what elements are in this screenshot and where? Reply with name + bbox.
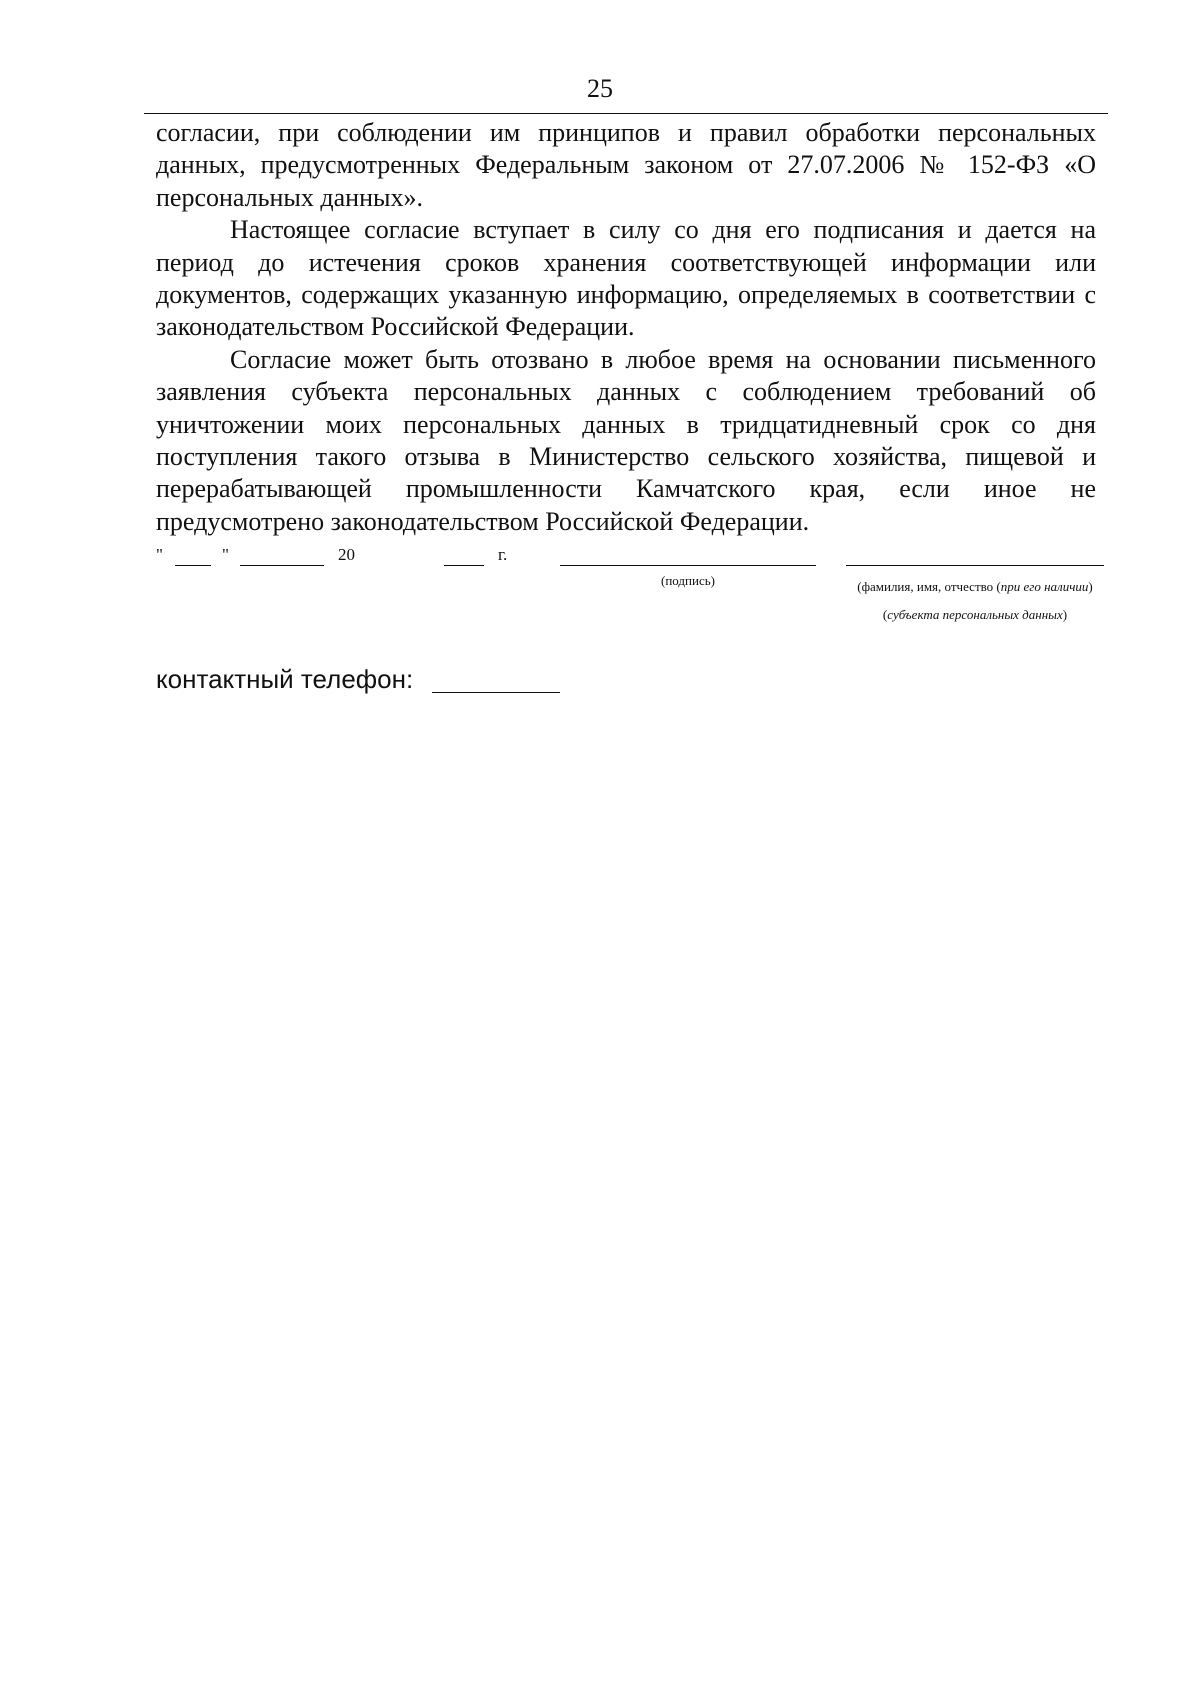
year-blank[interactable] [444,565,484,566]
paragraph-continuation: согласии, при соблюдении им принципов и правил обработки персональных данных, предусмотренных Федеральным законом от 27.07.2006 № 152-ФЗ «О персональных данных». [156,118,1096,212]
document-body [156,117,1096,538]
signature-caption: (подпись) [661,573,715,588]
signature-block [0,545,1200,661]
date-quote-open: " [156,545,163,564]
header-rule [144,113,1108,114]
contact-phone-label: контактный телефон: [156,664,414,694]
paragraph-validity: Настоящее согласие вступает в силу со дня его подписания и дается на период до истечения сроков хранения соответствующей информации или документов, содержащих указанную информацию, определяемых в соответствии с законодательством Российской Федерации. [156,215,1096,342]
date-quote-close: " [222,545,229,564]
contact-phone-blank[interactable] [432,692,560,693]
full-name-caption: (фамилия, имя, отчество (при его наличии) (субъекта персональных данных) [857,579,1093,622]
day-blank[interactable] [175,565,211,566]
signature-line[interactable] [560,565,816,566]
page-number: 25 [587,74,613,103]
month-blank[interactable] [240,565,324,566]
year-suffix: г. [498,545,508,564]
paragraph-revocation: Согласие может быть отозвано в любое время на основании письменного заявления субъекта персональных данных с соблюдением требований об уничтожении моих персональных данных в тридцатидневный срок со дня поступления такого отзыва в Министерство сельского хозяйства, пищевой и перерабатывающей промышленности Камчатского края, если иное не предусмотрено законодательством Российской Федерации. [156,344,1096,536]
full-name-line[interactable] [846,565,1104,566]
year-prefix: 20 [338,545,355,564]
